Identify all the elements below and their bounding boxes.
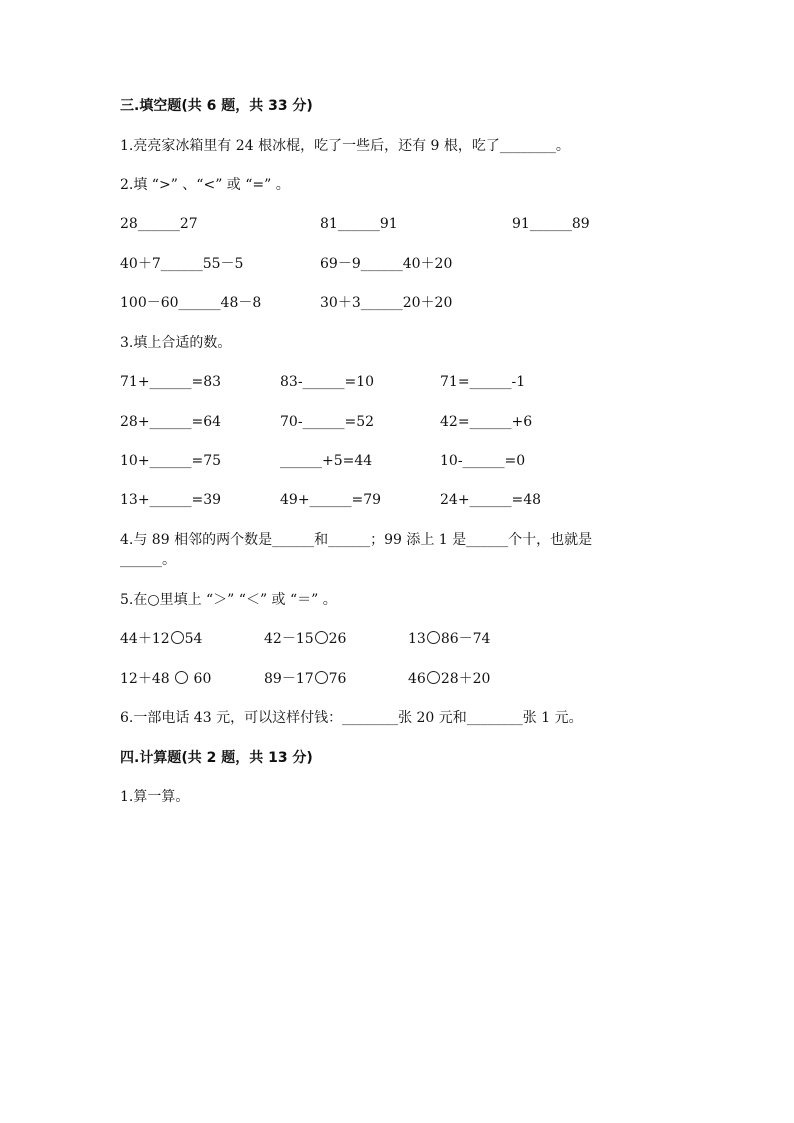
question-4-line-1: 4.与 89 相邻的两个数是______和______；99 添上 1 是______个十，也就是 <box>120 532 593 548</box>
q5-left: 13 <box>408 631 426 647</box>
section-4-title: 四.计算题(共 2 题，共 13 分) <box>120 750 313 766</box>
q5-right: 86－74 <box>440 631 491 647</box>
circle-blank <box>315 631 328 644</box>
q5-left: 12＋48 <box>120 671 175 687</box>
circle-blank <box>427 671 440 684</box>
q5-right: 28＋20 <box>440 671 491 687</box>
question-3-prompt: 3.填上合适的数。 <box>120 335 232 351</box>
q3-item: 28+______=64 <box>120 414 222 430</box>
q3-item: 70-______=52 <box>280 414 375 430</box>
question-2-prompt: 2.填 “>” 、“<” 或 “=” 。 <box>120 177 290 193</box>
q2-item: 69－9______40＋20 <box>320 256 453 272</box>
question-5-prompt: 5.在○里填上 “＞” “＜” 或 “＝” 。 <box>120 592 337 608</box>
circle-blank <box>427 631 440 644</box>
q2-item: 91______89 <box>512 216 590 232</box>
question-calc-1: 1.算一算。 <box>120 789 190 805</box>
q3-item: 49+______=79 <box>280 492 382 508</box>
q2-item: 40＋7______55－5 <box>120 256 244 272</box>
q5-right: 60 <box>189 671 212 687</box>
circle-blank <box>315 671 328 684</box>
q5-left: 89－17 <box>264 671 314 687</box>
q5-right: 26 <box>328 631 347 647</box>
q5-right: 76 <box>328 671 347 687</box>
q5-left: 44＋12 <box>120 631 170 647</box>
q3-item: 42=______+6 <box>440 414 533 430</box>
q3-item: 71+______=83 <box>120 374 222 390</box>
section-3-title: 三.填空题(共 6 题，共 33 分) <box>120 98 313 114</box>
q5-item <box>264 629 346 649</box>
q3-item: ______+5=44 <box>280 453 373 469</box>
q3-item: 10-______=0 <box>440 453 526 469</box>
q3-item: 24+______=48 <box>440 492 542 508</box>
q2-item: 100－60______48－8 <box>120 295 262 311</box>
question-6: 6.一部电话 43 元，可以这样付钱：________张 20 元和________张 1 元。 <box>120 710 583 726</box>
q3-item: 83-______=10 <box>280 374 375 390</box>
q5-item <box>264 669 346 689</box>
q3-item: 13+______=39 <box>120 492 222 508</box>
q3-item: 71=______-1 <box>440 374 526 390</box>
q2-item: 28______27 <box>120 216 198 232</box>
circle-blank <box>171 631 184 644</box>
q5-right: 54 <box>184 631 203 647</box>
question-1: 1.亮亮家冰箱里有 24 根冰棍，吃了一些后，还有 9 根，吃了________。 <box>120 138 570 154</box>
q2-item: 30＋3______20＋20 <box>320 295 453 311</box>
q5-item <box>408 629 490 649</box>
q5-left: 46 <box>408 671 426 687</box>
q2-item: 81______91 <box>320 216 398 232</box>
q3-item: 10+______=75 <box>120 453 222 469</box>
q5-item <box>120 629 202 649</box>
q5-item <box>120 669 211 689</box>
q5-left: 42－15 <box>264 631 314 647</box>
q5-item <box>408 669 490 689</box>
question-4-line-2: ______。 <box>120 552 176 568</box>
circle-blank <box>175 671 188 684</box>
